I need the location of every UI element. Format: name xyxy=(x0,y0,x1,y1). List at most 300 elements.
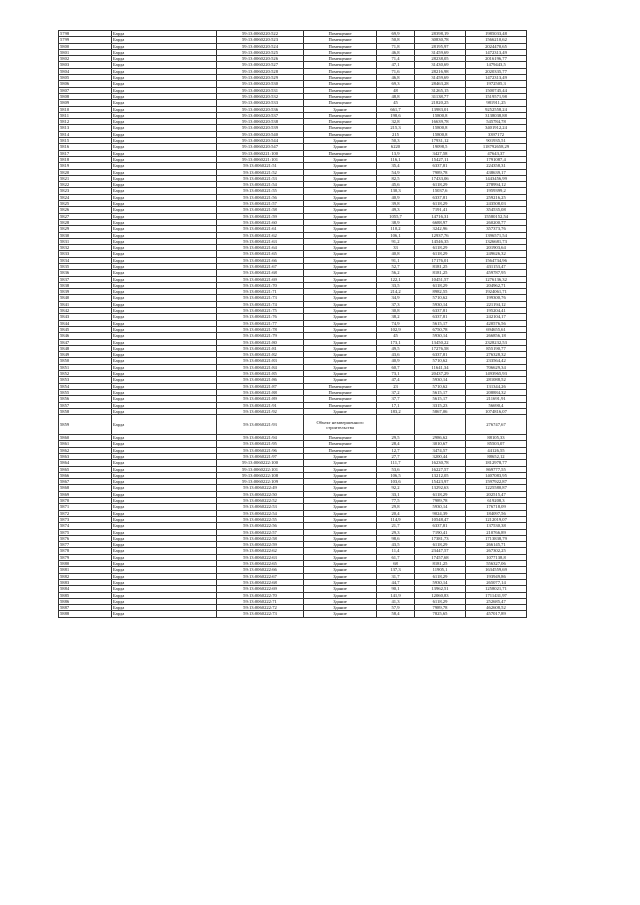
row-number-cell: 5861 xyxy=(59,441,112,447)
cadastral-number-cell: 59:13:0060220:533 xyxy=(217,100,304,106)
object-type-cell: Здание xyxy=(304,333,377,339)
area-cell: 82,5 xyxy=(377,175,415,181)
object-type-cell: Здание xyxy=(304,219,377,225)
unit-value-cell: 28216,98 xyxy=(415,68,466,74)
cadastral-number-cell: 59:13:0060221:69 xyxy=(217,276,304,282)
cadastral-number-cell: 59:13:0060221:101 xyxy=(217,156,304,162)
unit-value-cell: 6118,29 xyxy=(415,542,466,548)
area-cell: 71,4 xyxy=(377,56,415,62)
object-type-cell: Здание xyxy=(304,295,377,301)
cadastral-number-cell: 59:13:0060222:52 xyxy=(217,498,304,504)
object-type-cell: Здание xyxy=(304,238,377,244)
row-number-cell: 5844 xyxy=(59,320,112,326)
area-cell: 57,9 xyxy=(377,605,415,611)
object-type-cell: Помещение xyxy=(304,68,377,74)
area-cell: 56,2 xyxy=(377,270,415,276)
cadastral-value-cell: 243508,03 xyxy=(466,201,527,207)
unit-value-cell: 5615,17 xyxy=(415,396,466,402)
cadastral-value-cell: 221194,12 xyxy=(466,301,527,307)
row-number-cell: 5867 xyxy=(59,479,112,485)
area-cell: 12,7 xyxy=(377,447,415,453)
unit-value-cell: 2986,62 xyxy=(415,435,466,441)
cadastral-value-cell: 260200,77 xyxy=(466,219,527,225)
cadastral-value-cell: 176718,09 xyxy=(466,504,527,510)
row-number-cell: 5820 xyxy=(59,169,112,175)
unit-value-cell: 28195,97 xyxy=(415,43,466,49)
area-cell: 92,2 xyxy=(377,485,415,491)
row-number-cell: 5888 xyxy=(59,611,112,617)
row-number-cell: 5885 xyxy=(59,592,112,598)
cadastral-number-cell: 59:13:0060221:58 xyxy=(217,207,304,213)
row-number-cell: 5872 xyxy=(59,510,112,516)
row-number-cell: 5884 xyxy=(59,586,112,592)
settlement-cell: Барда xyxy=(112,138,217,144)
cadastral-value-cell: 1077138,8 xyxy=(466,554,527,560)
row-number-cell: 5799 xyxy=(59,37,112,43)
settlement-cell: Барда xyxy=(112,56,217,62)
object-type-cell: Помещение xyxy=(304,56,377,62)
object-type-cell: Здание xyxy=(304,598,377,604)
cadastral-number-cell: 59:13:0060222:108 xyxy=(217,472,304,478)
cadastral-number-cell: 59:13:0060222:54 xyxy=(217,510,304,516)
object-type-cell: Здание xyxy=(304,408,377,414)
cadastral-value-cell: 276328,32 xyxy=(466,352,527,358)
object-type-cell: Помещение xyxy=(304,150,377,156)
area-cell: 49,5 xyxy=(377,345,415,351)
cadastral-number-cell: 59:13:0060220:522 xyxy=(217,31,304,37)
unit-value-cell: 5930,14 xyxy=(415,504,466,510)
cadastral-number-cell: 59:13:0060221:52 xyxy=(217,169,304,175)
cadastral-number-cell: 59:13:0060222:58 xyxy=(217,535,304,541)
object-type-cell: Помещение xyxy=(304,31,377,37)
cadastral-number-cell: 59:13:0060221:76 xyxy=(217,314,304,320)
cadastral-value-cell: 56690,4 xyxy=(466,402,527,408)
settlement-cell: Барда xyxy=(112,257,217,263)
settlement-cell: Барда xyxy=(112,245,217,251)
cadastral-value-cell: 265077,14 xyxy=(466,579,527,585)
object-type-cell: Здание xyxy=(304,308,377,314)
unit-value-cell: 6337,81 xyxy=(415,308,466,314)
row-number-cell: 5847 xyxy=(59,339,112,345)
cadastral-number-cell: 59:13:0060222:50 xyxy=(217,491,304,497)
cadastral-number-cell: 59:13:0060220:532 xyxy=(217,93,304,99)
cadastral-number-cell: 59:13:0060221:77 xyxy=(217,320,304,326)
row-number-cell: 5881 xyxy=(59,567,112,573)
object-type-cell: Здание xyxy=(304,377,377,383)
cadastral-number-cell: 59:13:0060220:523 xyxy=(217,37,304,43)
cadastral-number-cell: 59:13:0060220:547 xyxy=(217,144,304,150)
object-type-cell: Здание xyxy=(304,326,377,332)
area-cell: 44,7 xyxy=(377,579,415,585)
unit-value-cell: 28398,19 xyxy=(415,31,466,37)
unit-value-cell: 6688,97 xyxy=(415,219,466,225)
unit-value-cell: 6118,29 xyxy=(415,251,466,257)
cadastral-number-cell: 59:13:0060222:72 xyxy=(217,605,304,611)
settlement-cell: Барда xyxy=(112,485,217,491)
area-cell: 71,8 xyxy=(377,43,415,49)
area-cell: 90,1 xyxy=(377,586,415,592)
settlement-cell: Барда xyxy=(112,472,217,478)
settlement-cell: Барда xyxy=(112,510,217,516)
area-cell: 110,2 xyxy=(377,226,415,232)
area-cell: 45,6 xyxy=(377,182,415,188)
cadastral-value-cell: 202515,47 xyxy=(466,491,527,497)
cadastral-number-cell: 59:13:0060221:87 xyxy=(217,383,304,389)
object-type-cell: Здание xyxy=(304,460,377,466)
area-cell: 130,3 xyxy=(377,188,415,194)
object-type-cell: Помещение xyxy=(304,441,377,447)
area-cell: 37,2 xyxy=(377,389,415,395)
cadastral-value-cell: 694655,61 xyxy=(466,326,527,332)
cadastral-value-cell: 619208,3 xyxy=(466,498,527,504)
area-cell: 48 xyxy=(377,87,415,93)
row-number-cell: 5829 xyxy=(59,226,112,232)
cadastral-value-cell: 195204,41 xyxy=(466,308,527,314)
area-cell: 47,1 xyxy=(377,62,415,68)
area-cell: 54,9 xyxy=(377,169,415,175)
row-number-cell: 5887 xyxy=(59,605,112,611)
unit-value-cell: 13450,22 xyxy=(415,339,466,345)
settlement-cell: Барда xyxy=(112,232,217,238)
object-type-cell: Здание xyxy=(304,163,377,169)
settlement-cell: Барда xyxy=(112,37,217,43)
row-number-cell: 5877 xyxy=(59,542,112,548)
settlement-cell: Барда xyxy=(112,498,217,504)
area-cell: 40,8 xyxy=(377,251,415,257)
row-number-cell: 5868 xyxy=(59,485,112,491)
object-type-cell: Помещение xyxy=(304,131,377,137)
row-number-cell: 5857 xyxy=(59,402,112,408)
cadastral-number-cell: 59:13:0060220:530 xyxy=(217,81,304,87)
row-number-cell: 5831 xyxy=(59,238,112,244)
settlement-cell: Барда xyxy=(112,43,217,49)
row-number-cell: 5876 xyxy=(59,535,112,541)
settlement-cell: Барда xyxy=(112,320,217,326)
cadastral-number-cell: 59:13:0060221:61 xyxy=(217,226,304,232)
row-number-cell: 5843 xyxy=(59,314,112,320)
cadastral-number-cell: 59:13:0060221:71 xyxy=(217,289,304,295)
row-number-cell: 5854 xyxy=(59,383,112,389)
cadastral-number-cell: 59:13:0060220:526 xyxy=(217,56,304,62)
row-number-cell: 5818 xyxy=(59,156,112,162)
unit-value-cell: 17176,01 xyxy=(415,257,466,263)
object-type-cell: Здание xyxy=(304,516,377,522)
area-cell: 98,6 xyxy=(377,535,415,541)
unit-value-cell: 6118,29 xyxy=(415,182,466,188)
cadastral-number-cell: 59:13:0060222:69 xyxy=(217,586,304,592)
unit-value-cell: 7825,65 xyxy=(415,611,466,617)
cadastral-number-cell: 59:13:0060220:531 xyxy=(217,87,304,93)
row-number-cell: 5823 xyxy=(59,188,112,194)
cadastral-value-cell: 1597922,87 xyxy=(466,479,527,485)
cadastral-value-cell: 208884,32 xyxy=(466,389,527,395)
settlement-cell: Барда xyxy=(112,415,217,435)
property-table-body xyxy=(59,31,527,618)
cadastral-value-cell: 1972505,3 xyxy=(466,81,527,87)
row-number-cell: 5830 xyxy=(59,232,112,238)
cadastral-number-cell: 59:13:0060221:74 xyxy=(217,301,304,307)
row-number-cell: 5849 xyxy=(59,352,112,358)
unit-value-cell: 7989,78 xyxy=(415,498,466,504)
area-cell: 111,7 xyxy=(377,460,415,466)
unit-value-cell: 21820,25 xyxy=(415,100,466,106)
settlement-cell: Барда xyxy=(112,314,217,320)
unit-value-cell: 6750,78 xyxy=(415,326,466,332)
object-type-cell: Здание xyxy=(304,510,377,516)
unit-value-cell: 5930,14 xyxy=(415,301,466,307)
area-cell xyxy=(377,415,415,435)
cadastral-number-cell: 59:13:0060220:544 xyxy=(217,138,304,144)
settlement-cell: Барда xyxy=(112,156,217,162)
object-type-cell: Здание xyxy=(304,144,377,150)
unit-value-cell: 5710,62 xyxy=(415,383,466,389)
cadastral-number-cell: 59:13:0060221:62 xyxy=(217,232,304,238)
unit-value-cell: 6337,81 xyxy=(415,352,466,358)
unit-value-cell: 8181,25 xyxy=(415,561,466,567)
object-type-cell: Здание xyxy=(304,611,377,617)
area-cell: 39,8 xyxy=(377,201,415,207)
object-type-cell: Помещение xyxy=(304,119,377,125)
area-cell: 47,4 xyxy=(377,377,415,383)
unit-value-cell: 15423,97 xyxy=(415,479,466,485)
area-cell: 74,9 xyxy=(377,320,415,326)
object-type-cell: Здание xyxy=(304,491,377,497)
cadastral-number-cell: 59:13:0060221:83 xyxy=(217,358,304,364)
unit-value-cell: 16230,78 xyxy=(415,460,466,466)
area-cell: 69,3 xyxy=(377,81,415,87)
row-number-cell: 5871 xyxy=(59,504,112,510)
cadastral-number-cell: 59:13:0060221:84 xyxy=(217,364,304,370)
cadastral-value-cell: 1225580,87 xyxy=(466,485,527,491)
row-number-cell: 5841 xyxy=(59,301,112,307)
cadastral-number-cell: 59:13:0060222:49 xyxy=(217,485,304,491)
row-number-cell: 5873 xyxy=(59,516,112,522)
area-cell: 58,4 xyxy=(377,611,415,617)
cadastral-value-cell: 1985033,48 xyxy=(466,31,527,37)
object-type-cell: Здание xyxy=(304,188,377,194)
cadastral-value-cell: 1479443,5 xyxy=(466,62,527,68)
settlement-cell: Барда xyxy=(112,598,217,604)
cadastral-value-cell: 1258021,71 xyxy=(466,586,527,592)
object-type-cell: Помещение xyxy=(304,125,377,131)
row-number-cell: 5816 xyxy=(59,144,112,150)
row-number-cell: 5875 xyxy=(59,529,112,535)
area-cell: 29,8 xyxy=(377,504,415,510)
area-cell: 215,3 xyxy=(377,125,415,131)
cadastral-number-cell: 59:13:0060221:70 xyxy=(217,282,304,288)
cadastral-number-cell: 59:13:0060221:94 xyxy=(217,435,304,441)
row-number-cell: 5803 xyxy=(59,62,112,68)
cadastral-value-cell: 1493965,93 xyxy=(466,371,527,377)
object-type-cell: Помещение xyxy=(304,447,377,453)
cadastral-number-cell: 59:13:0060221:65 xyxy=(217,251,304,257)
row-number-cell: 5883 xyxy=(59,579,112,585)
unit-value-cell: 11641,34 xyxy=(415,364,466,370)
object-type-cell: Здание xyxy=(304,529,377,535)
unit-value-cell: 16227,57 xyxy=(415,466,466,472)
cadastral-value-cell: 1396571,54 xyxy=(466,232,527,238)
row-number-cell: 5834 xyxy=(59,257,112,263)
settlement-cell: Барда xyxy=(112,326,217,332)
cadastral-number-cell: 59:13:0060220:527 xyxy=(217,62,304,68)
row-number-cell: 5882 xyxy=(59,573,112,579)
cadastral-value-cell: 2016196,77 xyxy=(466,56,527,62)
cadastral-number-cell: 59:13:0060221:67 xyxy=(217,263,304,269)
unit-value-cell: 15427,11 xyxy=(415,156,466,162)
cadastral-value-cell: 193949,86 xyxy=(466,573,527,579)
object-type-cell: Здание xyxy=(304,270,377,276)
area-cell: 37,7 xyxy=(377,396,415,402)
object-type-cell: Здание xyxy=(304,251,377,257)
unit-value-cell: 17276,58 xyxy=(415,345,466,351)
row-number-cell: 5880 xyxy=(59,561,112,567)
unit-value-cell: 6337,81 xyxy=(415,314,466,320)
unit-value-cell: 3427,58 xyxy=(415,150,466,156)
unit-value-cell: 5615,17 xyxy=(415,389,466,395)
object-type-cell: Здание xyxy=(304,579,377,585)
area-cell: 17,1 xyxy=(377,402,415,408)
cadastral-value-cell: 267302,25 xyxy=(466,548,527,554)
row-number-cell: 5832 xyxy=(59,245,112,251)
cadastral-value-cell: 901935,51 xyxy=(466,138,527,144)
settlement-cell: Барда xyxy=(112,377,217,383)
cadastral-value-cell: 357373,76 xyxy=(466,226,527,232)
settlement-cell: Барда xyxy=(112,586,217,592)
cadastral-number-cell: 59:13:0060221:57 xyxy=(217,201,304,207)
row-number-cell: 5809 xyxy=(59,100,112,106)
area-cell: 141,9 xyxy=(377,592,415,598)
settlement-cell: Барда xyxy=(112,561,217,567)
cadastral-value-cell: 431153,47 xyxy=(466,263,527,269)
row-number-cell: 5802 xyxy=(59,56,112,62)
unit-value-cell: 15800,8 xyxy=(415,131,466,137)
cadastral-number-cell: 59:13:0060222:65 xyxy=(217,561,304,567)
object-type-cell: Здание xyxy=(304,194,377,200)
settlement-cell: Барда xyxy=(112,358,217,364)
unit-value-cell: 10451,57 xyxy=(415,276,466,282)
cadastral-value-cell: 1500745,44 xyxy=(466,87,527,93)
area-cell: 13,9 xyxy=(377,150,415,156)
area-cell: 33 xyxy=(377,245,415,251)
cadastral-value-cell: 354535,08 xyxy=(466,207,527,213)
area-cell: 183,2 xyxy=(377,408,415,414)
cadastral-value-cell: 1472313,49 xyxy=(466,75,527,81)
cadastral-value-cell: 201903,64 xyxy=(466,245,527,251)
cadastral-number-cell: 59:13:0060221:55 xyxy=(217,188,304,194)
unit-value-cell: 30830,78 xyxy=(415,37,466,43)
unit-value-cell: 19098,5 xyxy=(415,144,466,150)
area-cell: 40,9 xyxy=(377,194,415,200)
unit-value-cell: 10548,47 xyxy=(415,516,466,522)
cadastral-value-cell: 438639,17 xyxy=(466,169,527,175)
row-number-cell: 5862 xyxy=(59,447,112,453)
settlement-cell: Барда xyxy=(112,611,217,617)
cadastral-value-cell: 462608,52 xyxy=(466,605,527,611)
cadastral-value-cell: 1519571,98 xyxy=(466,93,527,99)
cadastral-value-cell: 1924061,71 xyxy=(466,289,527,295)
unit-value-cell: 6118,29 xyxy=(415,245,466,251)
area-cell: 45 xyxy=(377,100,415,106)
object-type-cell: Здание xyxy=(304,339,377,345)
settlement-cell: Барда xyxy=(112,364,217,370)
settlement-cell: Барда xyxy=(112,504,217,510)
area-cell: 11,4 xyxy=(377,548,415,554)
cadastral-number-cell: 59:13:0060222:71 xyxy=(217,598,304,604)
area-cell: 41,3 xyxy=(377,598,415,604)
area-cell: 46,8 xyxy=(377,49,415,55)
settlement-cell: Барда xyxy=(112,112,217,118)
property-table xyxy=(58,30,527,618)
unit-value-cell: 15037,6 xyxy=(415,188,466,194)
unit-value-cell: 3474,57 xyxy=(415,447,466,453)
cadastral-value-cell: 224358,31 xyxy=(466,163,527,169)
area-cell: 45 xyxy=(377,333,415,339)
row-number-cell: 5805 xyxy=(59,75,112,81)
area-cell: 23 xyxy=(377,383,415,389)
settlement-cell: Барда xyxy=(112,548,217,554)
area-cell: 214,2 xyxy=(377,289,415,295)
cadastral-number-cell: 59:13:0060220:524 xyxy=(217,43,304,49)
unit-value-cell: 17457,68 xyxy=(415,554,466,560)
cadastral-number-cell: 59:13:0060220:537 xyxy=(217,112,304,118)
unit-value-cell: 5930,14 xyxy=(415,333,466,339)
cadastral-value-cell: 85503,07 xyxy=(466,441,527,447)
unit-value-cell: 3242,96 xyxy=(415,226,466,232)
area-cell: 49,3 xyxy=(377,207,415,213)
cadastral-number-cell: 59:13:0060222:55 xyxy=(217,516,304,522)
area-cell: 40,9 xyxy=(377,358,415,364)
area-cell: 30,8 xyxy=(377,308,415,314)
cadastral-number-cell: 59:13:0060221:96 xyxy=(217,447,304,453)
cadastral-value-cell: 706629,34 xyxy=(466,364,527,370)
settlement-cell: Барда xyxy=(112,479,217,485)
cadastral-value-cell: 88652,12 xyxy=(466,454,527,460)
area-cell: 91,1 xyxy=(377,257,415,263)
unit-value-cell: 5930,14 xyxy=(415,579,466,585)
cadastral-number-cell: 59:13:0060221:82 xyxy=(217,352,304,358)
row-number-cell: 5858 xyxy=(59,408,112,414)
settlement-cell: Барда xyxy=(112,49,217,55)
cadastral-number-cell: 59:13:0060221:81 xyxy=(217,345,304,351)
unit-value-cell: 13962,51 xyxy=(415,586,466,592)
cadastral-value-cell: 1472313,49 xyxy=(466,49,527,55)
object-type-cell: Здание xyxy=(304,472,377,478)
row-number-cell: 5821 xyxy=(59,175,112,181)
area-cell: 31,7 xyxy=(377,573,415,579)
settlement-cell: Барда xyxy=(112,573,217,579)
object-type-cell: Здание xyxy=(304,567,377,573)
row-number-cell: 5848 xyxy=(59,345,112,351)
cadastral-number-cell: 59:13:0060221:79 xyxy=(217,333,304,339)
row-number-cell: 5839 xyxy=(59,289,112,295)
cadastral-number-cell: 59:13:0060222:100 xyxy=(217,460,304,466)
unit-value-cell: 11905,1 xyxy=(415,567,466,573)
cadastral-number-cell: 59:13:0060222:73 xyxy=(217,611,304,617)
object-type-cell: Помещение xyxy=(304,389,377,395)
object-type-cell: Здание xyxy=(304,345,377,351)
cadastral-value-cell: 278994,12 xyxy=(466,182,527,188)
area-cell: 103,6 xyxy=(377,479,415,485)
area-cell: 661,7 xyxy=(377,106,415,112)
area-cell: 20,4 xyxy=(377,510,415,516)
cadastral-number-cell: 59:13:0060221:89 xyxy=(217,396,304,402)
cadastral-value-cell: 1443456,99 xyxy=(466,175,527,181)
row-number-cell: 5850 xyxy=(59,358,112,364)
unit-value-cell: 6118,29 xyxy=(415,491,466,497)
unit-value-cell: 15800,8 xyxy=(415,112,466,118)
row-number-cell: 5822 xyxy=(59,182,112,188)
settlement-cell: Барда xyxy=(112,308,217,314)
